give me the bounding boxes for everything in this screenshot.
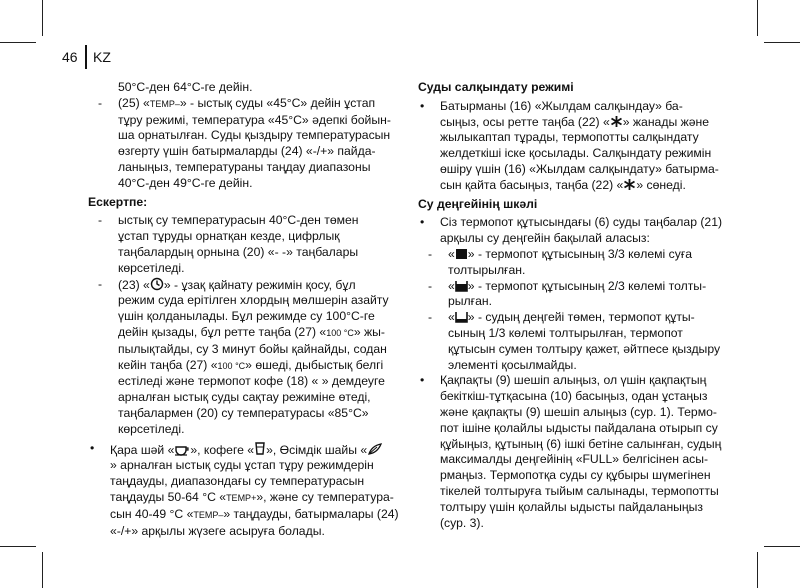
text-line: режим суда ерітілген хлордың мөлшерін азайту [118,293,389,308]
language-code: KZ [93,49,111,65]
crop-mark [42,0,43,36]
bullet-item-modes: • Қара шәй « », кофеге « », Өсімдік шайы « » арналған ыстық суды ұстап тұру режимдерін таңдауды, диапазондағы су температурасын таңдауды 50-64 °C «TEMP+», және су температура- сын 40-49 °C «TEMP–» таңдауды, батырмалары (24) «-/+» арқылы жүзеге асыруға болады. [90,440,399,538]
tea-icon [174,444,190,456]
text-line: арқылы су деңгейін бақылай аласыз: [440,231,650,246]
text-line: жылыкаптап тұрады, термопотты салқындату [440,130,699,145]
text-line: Қақпақты (9) шешіп алыңыз, ол үшін қақпақтың [440,373,707,388]
text-line: « » - термопот құтысының 2/3 көлемі толты- [448,278,707,293]
crop-mark [42,552,43,588]
text-line: таңдауды 50-64 °C «TEMP+», және су температура- [110,489,394,504]
coffee-cup-icon [254,441,266,456]
water-level-two-thirds-icon [455,280,468,292]
text-line: « » - судың деңгейі төмен, термопот құты- [448,310,695,325]
text-line: ыстық су температурасын 40°C-ден төмен [118,213,359,228]
text-line: Батырманы (16) «Жылдам салқындау» ба- [440,98,683,113]
left-column [88,80,399,539]
text-line: сының 1/3 көлемі толтырылған, термопот [448,325,683,340]
long-boil-icon [150,277,164,291]
text-line: толтырылған. [448,262,526,277]
sub-item-full: - « » - термопот құтысының 3/3 көлемі суға толтырылған. [418,247,723,279]
text-line: (25) «TEMP–» - ыстық суды «45°C» дейін ұстап [118,95,376,110]
text-line: «-/+» арқылы жүзеге асыруға болады. [110,523,325,538]
water-level-full-icon [455,248,468,260]
note-item-low-temp: - ыстық су температурасын 40°C-ден төмен ұстап тұруды орнатқан кезде, цифрлық таңбалардың орнына (20) «- -» таңбалары көрсетіледі. [88,213,393,276]
list-item-temp-minus: - (25) «TEMP–» - ыстық суды «45°C» дейін ұстап тұру режимі, температура «45°C» әдепкі бойын- ша орнатылған. Суды қыздыру температурасын өзгерту үшін батырмаларды (24) «-/+» пайда- ланыңыз, температураны таңдау диапазоны 40°C-ден 49°C-ге дейін. [88,96,393,192]
text-line: таңбалардың орнына (20) «- -» таңбалары [118,244,359,259]
snowflake-icon [610,115,623,128]
text-line: рмаңыз. Термопотқа суды су құбыры шүмегінен [440,468,711,483]
water-level-low-icon [455,311,468,323]
text-line: пылықтайды, су 3 минут бойы қайнайды, содан [118,341,387,356]
text-line: сын қайта басыңыз, таңба (22) « » сөнеді. [440,177,686,192]
page-number: 46 [62,49,78,65]
text-line: дейін қызады, бұл ретте таңба (27) «100 °C» жы- [118,324,385,339]
text-line: 50°C-ден 64°C-ге дейін. [118,80,253,94]
text-line: » арналған ыстық суды ұстап тұру режимдерін [110,458,374,473]
text-line: өшіру үшін (16) «Жылдам салқындату» батырма- [440,161,719,176]
text-line: ұстап тұруды орнатқан кезде, цифрлық [118,229,340,244]
sub-item-two-thirds: - « » - термопот құтысының 2/3 көлемі толты- рылған. [418,279,723,311]
cooling-heading: Суды салқындату режимі [418,80,574,94]
header-divider [85,45,87,69]
crop-mark [764,42,800,43]
text-line: Қара шәй « », кофеге « », Өсімдік шайы « [88,441,393,459]
text-line: үшін қолданылады. Бұл режимде су 100°C-ге [118,309,375,324]
text-line: ша орнатылған. Суды қыздыру температурасын [118,128,391,143]
text-line: желдеткіші іске қосылады. Салқындату режимін [440,146,712,161]
text-line: естіледі және термопот кофе (18) « » демдеуге [118,374,385,389]
text-line: рылған. [448,294,492,309]
text-line: пот ішіне қолайлы ыдысты пайдалана отырып су [440,420,718,435]
text-line: және қақпақты (9) шешіп алыңыз (сур. 1). Термо- [440,404,717,419]
bullet-item-water-level: • Сіз термопот құтысындағы (6) суды таңбалар (21) арқылы су деңгейін бақылай аласыз: - « » - термопот құтысының 3/3 көлемі суға толтырылған. - « » - термопот құтысының 2/3 көлемі толты- рылған. - « » - судың деңгейі төмен, термопот құты- сының 1/3 көлемі толтырылған, термопот құтысын сумен толтыру қажет, әйтпесе қыздыру элементі қосылмайды. [420,215,723,372]
text-line: арналған ыстық суды сақтау режиміне өтеді, [118,390,371,405]
text-line: таңдауды, диапазондағы су температурасын [110,474,365,489]
text-line: толтыру үшін қолайлы ыдысты пайдаланыңыз [440,499,704,514]
bullet-item-cooling: • Батырманы (16) «Жылдам салқындау» ба- сыңыз, осы ретте таңба (22) « » жанады және жылыкаптап тұрады, термопотты салқындату желдеткіші іске қосылады. Салқындату режимін өшіру үшін (16) «Жылдам салқындату» батырма- сын қайта басыңыз, таңба (22) « » сөнеді. [418,99,723,194]
crop-mark [0,42,36,43]
text-line: көрсетіледі. [118,421,185,436]
text-line: Сіз термопот құтысындағы (6) суды таңбалар (21) [440,215,723,230]
water-level-heading: Су деңгейінің шкәлі [418,196,538,211]
text-line: (сур. 3). [440,515,484,530]
text-line: таңбалармен (20) су температурасы «85°C» [118,405,369,420]
herbal-tea-icon [367,442,383,456]
text-line: 40°C-ден 49°C-ге дейін. [118,175,253,190]
text-line: құтысын сумен толтыру қажет, әйтпесе қыздыру [448,341,721,356]
text-line: тұру режимі, температура «45°C» әдепкі бойын- [118,112,391,127]
crop-mark [0,546,36,547]
text-line: сыңыз, осы ретте таңба (22) « » жанады және [440,114,710,129]
text-line: « » - термопот құтысының 3/3 көлемі суға [448,246,693,261]
sub-item-low: - « » - судың деңгейі төмен, термопот құты- сының 1/3 көлемі толтырылған, термопот құтысын сумен толтыру қажет, әйтпесе қыздыру элементі қосылмайды. [418,310,723,373]
text-line: құйыңыз, құтының (6) ішкі бетіне салынған, судың [440,436,722,451]
text-line: бекіткіш-тұтқасына (10) басыңыз, одан ұстаңыз [440,389,708,404]
text-line: сын 40-49 °C «TEMP–» таңдауды, батырмалары (24) [110,506,399,521]
text-line: өзгерту үшін батырмаларды (24) «-/+» пайда- [118,144,376,159]
crop-mark [757,552,758,588]
snowflake-icon [623,178,636,191]
text-line: көрсетіледі. [118,260,185,275]
note-item-long-boil: - (23) « » - ұзақ қайнату режимін қосу, бұл режим суда ерітілген хлордың мөлшерін азайту үшін қолданылады. Бұл режимде су 100°C-ге дейін қызады, бұл ретте таңба (27) «100 °C» жы- пылықтайды, су 3 минут бойы қайнайды, содан кейін таңба (27) «100 °C» өшеді, дыбыстық белгі естіледі және термопот кофе (18) « » демдеуге арналған ыстық суды сақтау режиміне өтеді, таңбалармен (20) су температурасы «85°C» көрсетіледі. [88,277,393,438]
text-line: кейін таңба (27) «100 °C» өшеді, дыбыстық белгі [118,357,384,372]
crop-mark [764,546,800,547]
text-line: тікелей толтыруға тыйым салынады, термопотты [440,483,719,498]
text-line: ланыңыз, температураны таңдау диапазоны [118,159,371,174]
bullet-item-lid: • Қақпақты (9) шешіп алыңыз, ол үшін қақпақтың бекіткіш-тұтқасына (10) басыңыз, одан ұстаңыз және қақпақты (9) шешіп алыңыз (сур. 1). Термо- пот ішіне қолайлы ыдысты пайдалана отырып су құйыңыз, құтының (6) ішкі бетіне салынған, судың максималды деңгейінің «FULL» белгісінен асы- рмаңыз. Термопотқа суды су құбыры шүмегінен тікелей толтыруға тыйым салынады, термопотты толтыру үшін қолайлы ыдысты пайдаланыңыз (сур. 3). [420,373,722,530]
right-column [418,80,723,531]
text-line: элементі қосылмайды. [448,357,577,372]
crop-mark [757,0,758,36]
text-line: максималды деңгейінің «FULL» белгісінен асы- [440,452,709,467]
note-heading: Ескертпе: [88,194,148,209]
text-line: (23) « » - ұзақ қайнату режимін қосу, бұл [118,277,356,292]
